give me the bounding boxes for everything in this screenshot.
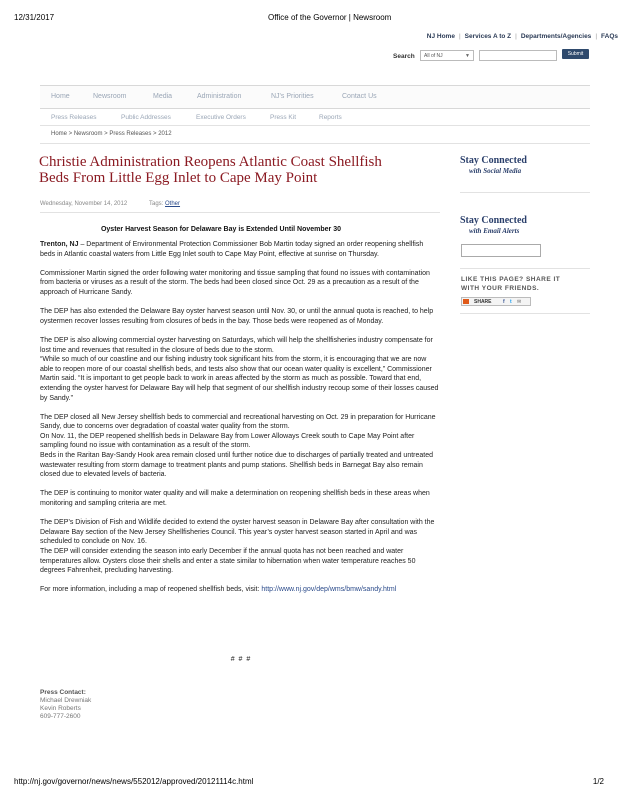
nav-home[interactable]: Home: [51, 93, 70, 100]
submit-button[interactable]: Submit: [562, 49, 589, 59]
article-date: Wednesday, November 14, 2012: [40, 201, 128, 207]
contact-name: Kevin Roberts: [40, 705, 81, 712]
subnav-executive-orders[interactable]: Executive Orders: [196, 114, 246, 121]
share-label: SHARE: [474, 299, 492, 305]
divider: [40, 143, 590, 144]
main-nav: [40, 85, 590, 109]
search-label: Search: [393, 53, 415, 60]
subnav-reports[interactable]: Reports: [319, 114, 342, 121]
divider: [460, 313, 590, 314]
search-input[interactable]: [479, 50, 557, 61]
paragraph: Commissioner Martin signed the order following water monitoring and tissue sampling that found no issues with contamination from bacteria or viruses as a result of the storm. The beds had been closed since Oct. 29 as a precaution as a result of the approach of Hurricane Sandy.: [40, 269, 430, 296]
divider: [40, 212, 440, 213]
subnav-press-kit[interactable]: Press Kit: [270, 114, 297, 121]
breadcrumb[interactable]: Home > Newsroom > Press Releases > 2012: [51, 131, 172, 137]
paragraph: On Nov. 11, the DEP reopened shellfish beds in Delaware Bay from Lower Alloways Creek south to Cape May Point after sampling found no issue with contamination as a result of the storm.: [40, 432, 415, 450]
sandy-map-link[interactable]: http://www.nj.gov/dep/wms/bmw/sandy.html: [261, 586, 397, 594]
nj-home-link[interactable]: NJ Home: [426, 33, 455, 40]
search-scope-value: All of NJ: [424, 53, 443, 59]
tags-label: Tags:: [149, 201, 164, 207]
page-title: Christie Administration Reopens Atlantic Coast Shellfish Beds From Little Egg Inlet to Cape May Point: [39, 154, 382, 186]
nav-newsroom[interactable]: Newsroom: [93, 93, 127, 100]
divider: [460, 268, 590, 269]
paragraph: The DEP’s Division of Fish and Wildlife decided to extend the oyster harvest season in Delaware Bay after consultation with the Delaware Bay section of the New Jersey Shellfisheries Council. This year’s oyster harvest season started in April and was scheduled to conclude on Nov. 16.: [40, 519, 435, 546]
quote-paragraph: “While so much of our coastline and our fishing industry took significant hits from the storm, it is encouraging that we are now able to reopen more of our coastal shellfish beds, and tests also show that our ocean water quality is excellent,” Commissioner Martin said. “It is important to get people back to work in areas affected by the storm as much as possible. Toward that end, extending the oyster harvest for Delaware Bay will help that segment of our shellfish industry recoup some of their losses caused by Sandy.”: [40, 356, 439, 402]
article-tags: [149, 201, 180, 207]
end-mark: # # #: [230, 656, 252, 663]
paragraph: Beds in the Raritan Bay-Sandy Hook area remain closed until further notice due to discharges of partially treated and untreated wastewater resulting from storm damage to treatment plants and pump stations. Shellfish beds in Barnegat Bay also remain closed due to elevated levels of bacteria.: [40, 452, 434, 479]
divider: [40, 125, 590, 126]
paragraph: The DEP has also extended the Delaware Bay oyster harvest season until Nov. 30, or until the annual quota is reached, to help oystermen recover losses resulting from closures of beds in the bay. Those beds were reopened as of Monday.: [40, 308, 434, 325]
dateline: Trenton, NJ: [40, 241, 79, 248]
facebook-icon[interactable]: f: [503, 299, 505, 305]
print-date: 12/31/2017: [14, 13, 55, 22]
print-title: Office of the Governor | Newsroom: [268, 13, 392, 22]
social-media-subheading[interactable]: with Social Media: [469, 167, 522, 175]
email-icon[interactable]: ✉: [517, 299, 522, 305]
share-icon: [463, 299, 469, 304]
contact-phone: 609-777-2600: [40, 713, 81, 720]
paragraph: The DEP will consider extending the season into early December if the annual quota has not been reached and water temperatures allow. Oysters close their shells and enter a state similar to hibernation when water temperature reaches 50 degrees Fahrenheit, precluding harvesting.: [40, 548, 416, 575]
services-link[interactable]: Services A to Z: [464, 33, 512, 40]
print-url: http://nj.gov/governor/news/news/552012/approved/20121114c.html: [14, 777, 254, 786]
divider: [460, 192, 590, 193]
nav-priorities[interactable]: NJ's Priorities: [271, 93, 314, 100]
nav-media[interactable]: Media: [153, 93, 173, 100]
departments-link[interactable]: Departments/Agencies: [520, 33, 592, 40]
article-body: [40, 240, 440, 605]
chevron-down-icon: ▼: [465, 53, 470, 59]
paragraph: – Department of Environmental Protection Commissioner Bob Martin today signed an order reopening shellfish beds in Atlantic coastal waters from Little Egg Inlet south to Cape May Point, effective at sunrise on Thursday.: [40, 241, 424, 258]
subnav-public-addresses[interactable]: Public Addresses: [121, 114, 171, 121]
press-contact: [40, 689, 91, 721]
contact-name: Michael Drewniak: [40, 697, 92, 704]
paragraph: For more information, including a map of reopened shellfish beds, visit:: [40, 586, 262, 594]
tag-link[interactable]: Other: [165, 201, 181, 207]
faqs-link[interactable]: FAQs: [601, 33, 618, 40]
print-page-number: 1/2: [592, 777, 604, 786]
search-scope-select[interactable]: [420, 50, 474, 61]
email-input[interactable]: [461, 244, 541, 257]
share-button[interactable]: [461, 297, 531, 306]
share-prompt-line: WITH YOUR FRIENDS.: [461, 285, 540, 292]
article-subhead: Oyster Harvest Season for Delaware Bay is Extended Until November 30: [100, 226, 342, 233]
email-alerts-subheading[interactable]: with Email Alerts: [469, 227, 520, 235]
twitter-icon[interactable]: t: [510, 299, 512, 305]
paragraph: The DEP closed all New Jersey shellfish beds to commercial and recreational harvesting on Oct. 29 in preparation for Hurricane Sandy, due to concerns over degradation of coastal water quality from the storm.: [40, 413, 436, 431]
nav-contact[interactable]: Contact Us: [342, 93, 377, 100]
paragraph: The DEP is continuing to monitor water quality and will make a determination on reopening shellfish beds in these areas when monitoring and sampling criteria are met.: [40, 490, 430, 508]
stay-connected-email-heading[interactable]: Stay Connected: [460, 215, 527, 226]
stay-connected-social-heading[interactable]: Stay Connected: [460, 155, 527, 166]
paragraph: The DEP is also allowing commercial oyster harvesting on Saturdays, which will help the shellfisheries industry compensate for lost time and revenues that resulted in the closure of beds due to the storm.: [40, 336, 433, 354]
nav-administration[interactable]: Administration: [197, 93, 242, 100]
press-contact-label: Press Contact:: [40, 689, 86, 696]
subnav-press-releases[interactable]: Press Releases: [51, 114, 97, 121]
utility-links: NJ Home | Services A to Z | Departments/Agencies | FAQs: [426, 33, 618, 40]
share-prompt-line: LIKE THIS PAGE? SHARE IT: [461, 276, 561, 283]
share-prompt: [461, 275, 560, 293]
